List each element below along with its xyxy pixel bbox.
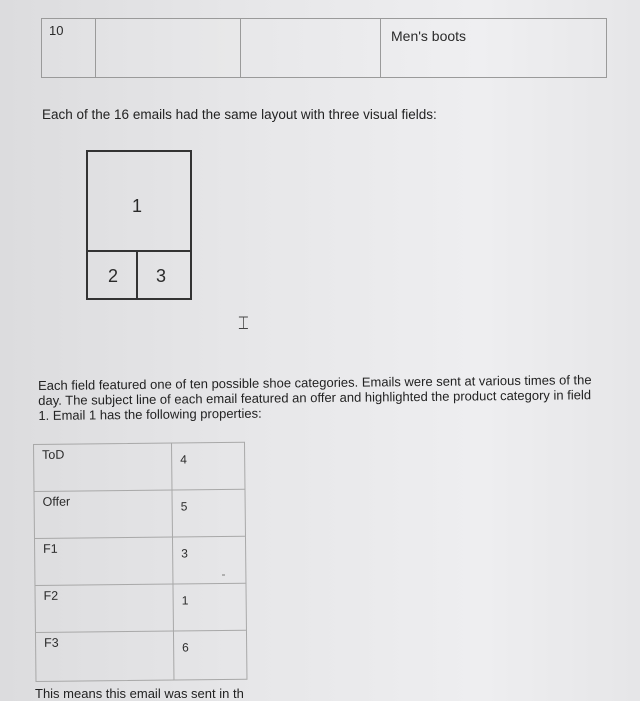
- email-layout-diagram: [86, 150, 192, 300]
- field-1-number: 1: [132, 196, 143, 216]
- table-cell-category: [381, 19, 606, 77]
- property-value: 3: [181, 546, 188, 561]
- row-number: 10: [49, 23, 64, 38]
- property-value: 4: [180, 452, 187, 467]
- bottom-text: This means this email was sent in th: [35, 686, 244, 701]
- table-cell-empty-2: [241, 19, 381, 77]
- property-label: F1: [43, 541, 58, 556]
- table-row: [35, 537, 245, 586]
- property-label: F2: [43, 588, 59, 603]
- table-cell-empty-1: [96, 19, 241, 77]
- text-cursor-icon: ⌶: [238, 313, 249, 334]
- property-value: 6: [182, 640, 189, 655]
- table-row: [36, 631, 246, 681]
- field-2-box: [88, 252, 138, 298]
- table-cell-number: [42, 19, 96, 77]
- intro-sentence: Each of the 16 emails had the same layout with three visual fields:: [42, 107, 437, 122]
- field-1-box: [88, 152, 190, 252]
- property-label: F3: [44, 635, 59, 650]
- property-value: 5: [180, 499, 188, 514]
- table-row: [34, 443, 244, 492]
- description-paragraph: Each field featured one of ten possible shoe categories. Emails were sent at various times of the day. The subject line of each email featured an offer and highlighted the product category in field 1. Email 1 has the following properties:: [38, 372, 592, 423]
- table-row: [35, 584, 245, 633]
- property-label: ToD: [42, 447, 65, 462]
- paper-speck: [222, 574, 225, 576]
- table-row: [35, 490, 245, 539]
- category-label: Men's boots: [391, 28, 467, 44]
- field-3-number: 3: [156, 266, 167, 286]
- field-3-box: [138, 252, 190, 298]
- field-2-number: 2: [108, 266, 119, 286]
- property-label: Offer: [42, 494, 71, 509]
- top-table: [41, 18, 607, 78]
- property-value: 1: [181, 593, 189, 608]
- properties-table: [33, 442, 247, 682]
